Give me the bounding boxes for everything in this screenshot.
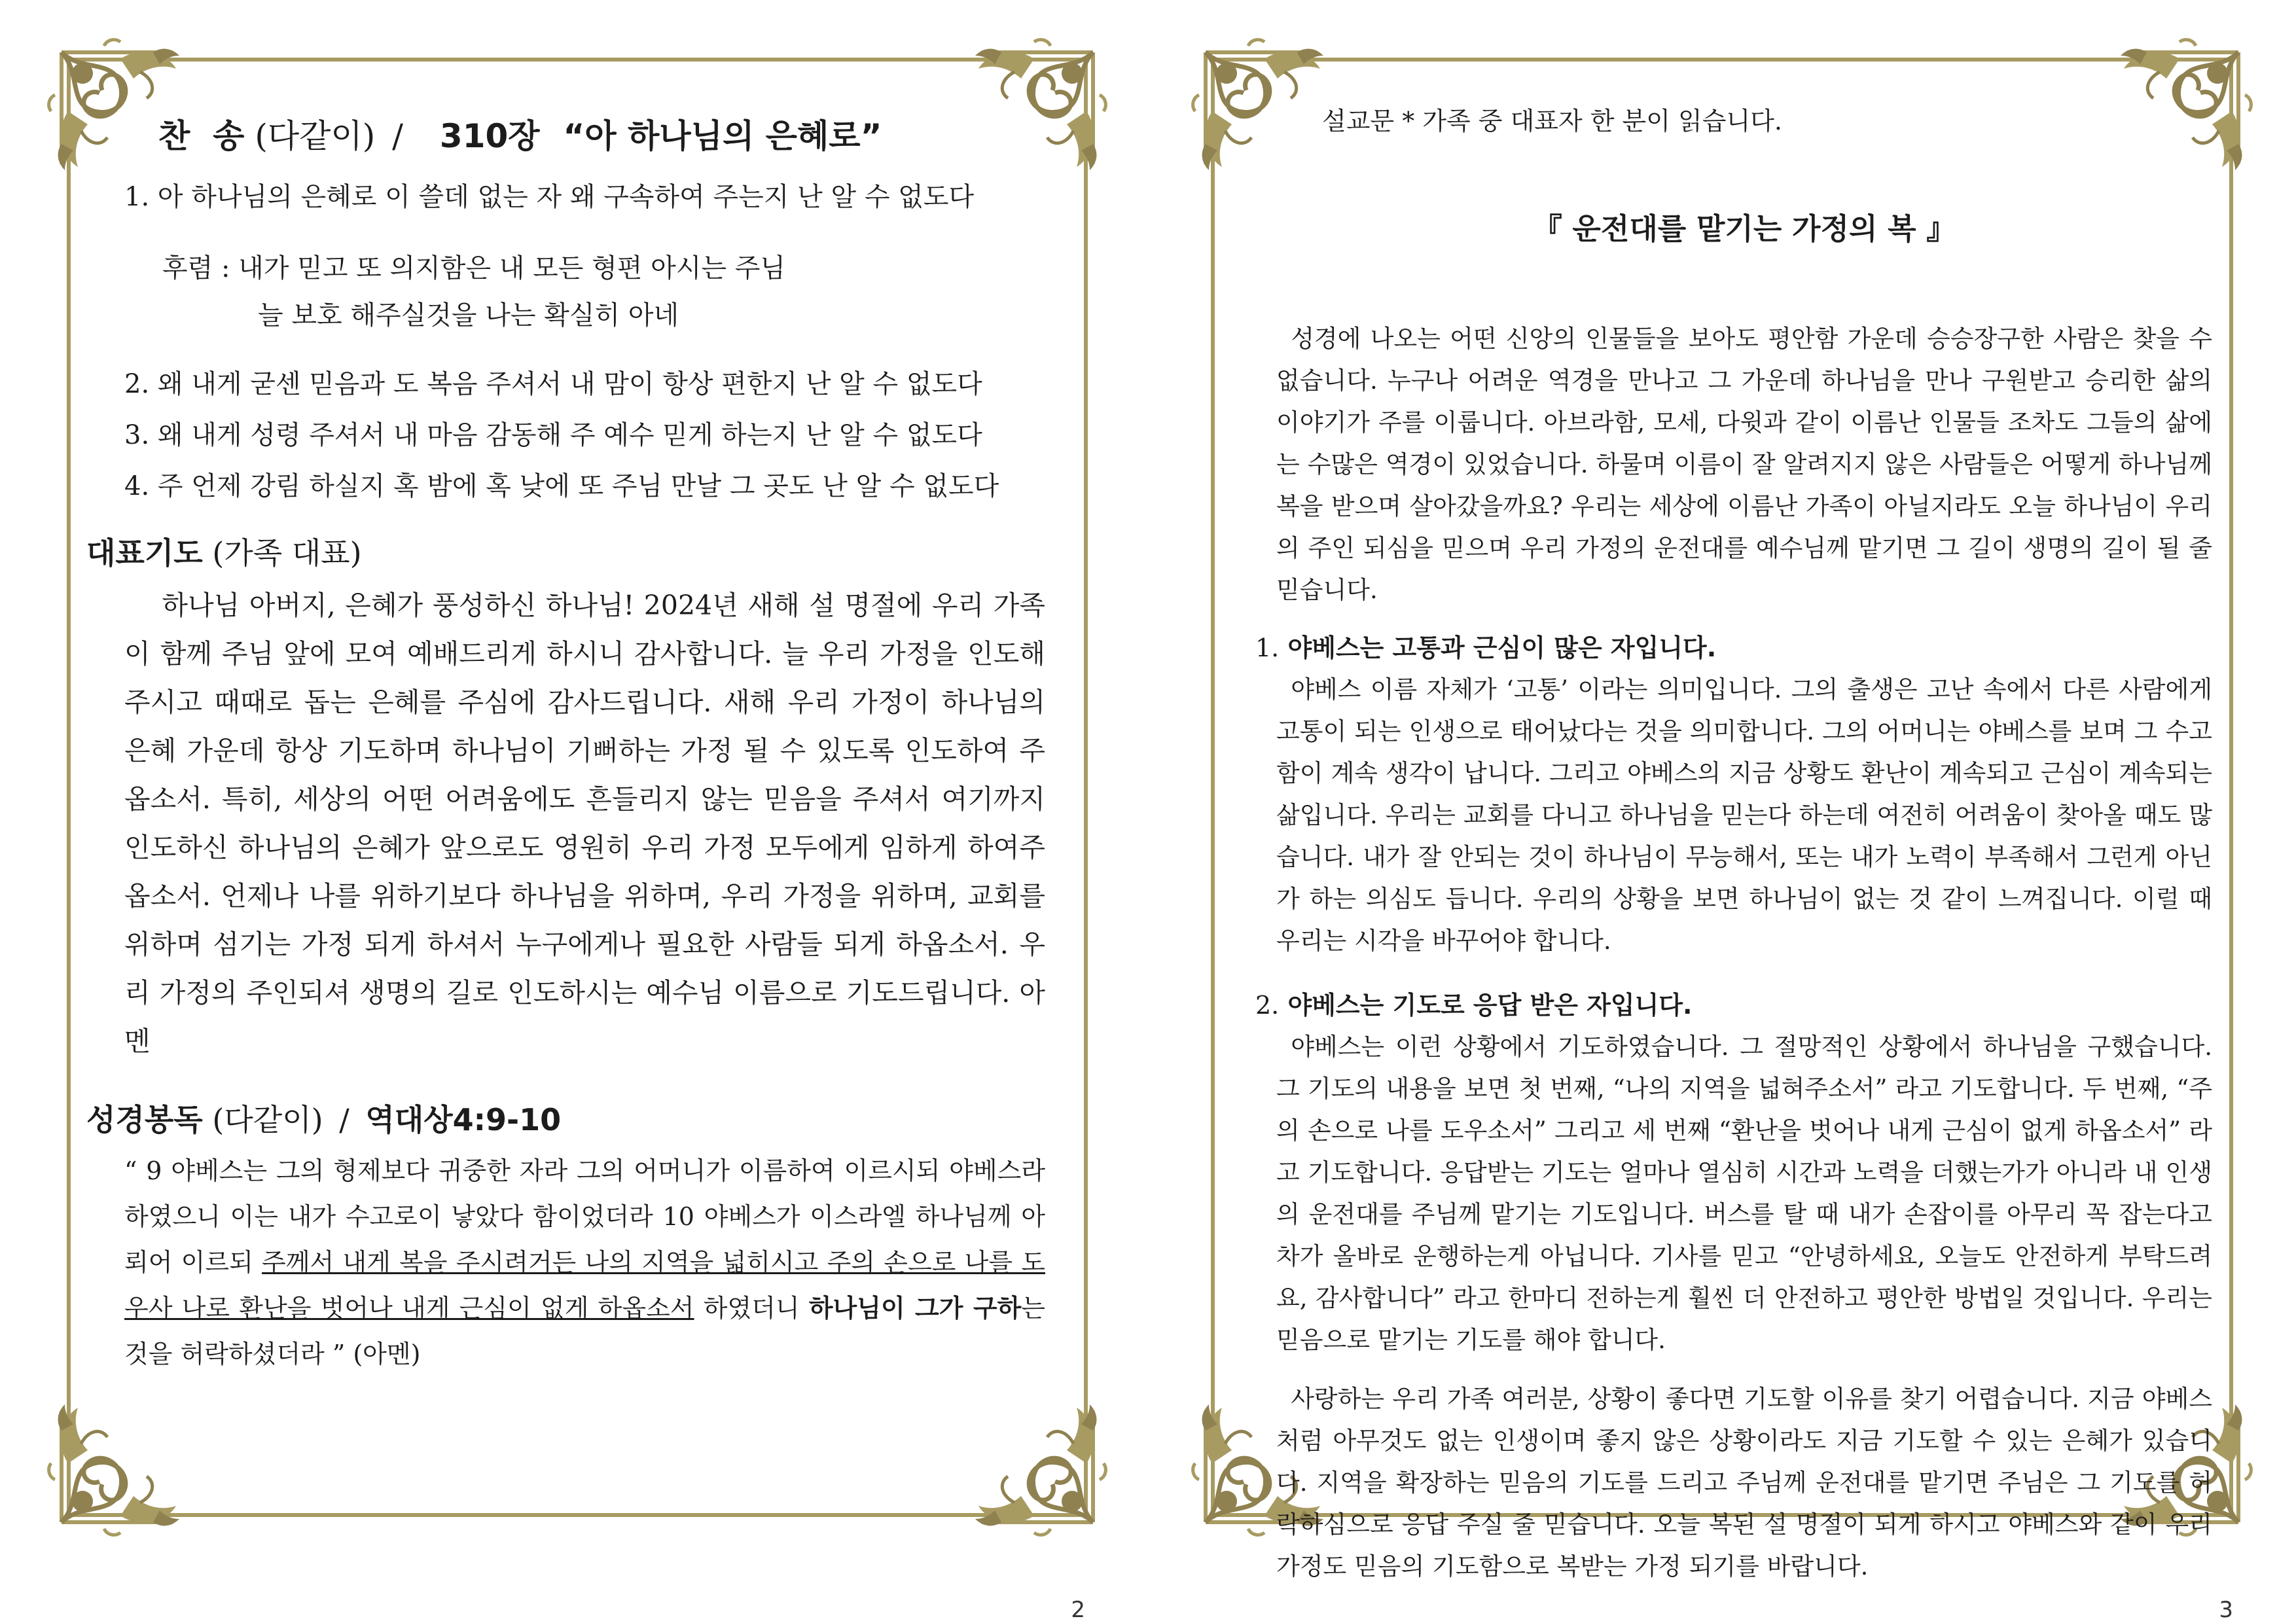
sermon-intro: 성경에 나오는 어떤 신앙의 인물들을 보아도 평안함 가운데 승승장구한 사람은 찾을 수 없습니다. 누구나 어려운 역경을 만나고 그 가운데 하나님을 만나 구원받고 승리한 삶의 이야기가 주를 이룹니다. 아브라함, 모세, 다윗과 같이 이름난 인물들 조차도 그들의 삶에는 수많은 역경이 있었습니다. 하물며 이름이 잘 알려지지 않은 사람들은 어떻게 하나님께 복을 받으며 살아갔을까요? 우리는 세상에 이름난 가족이 아닐지라도 오늘 하나님이 우리의 주인 되심을 믿으며 우리 가정의 운전대를 예수님께 맡기면 그 길이 생명의 길이 될 줄 믿습니다. xyxy=(1276,325,2212,604)
point-1-title: 야베스는 고통과 근심이 많은 자입니다. xyxy=(1287,633,1717,662)
scripture-part-1: “ 9 야베스는 그의 형제보다 귀중한 자라 그의 어머니가 이름하여 이르시되 야베스라 하였으니 이는 내가 수고로이 낳았다 함이었더라 10 야베스가 이스라엘 하나님께 아뢰어 이르되 xyxy=(124,1156,1045,1277)
sermon-title: 『 운전대를 맡기는 가정의 복 』 xyxy=(1532,211,1956,246)
hymn-chorus xyxy=(162,245,1045,339)
prayer-who: (가족 대표) xyxy=(212,535,362,571)
scripture-bold: 하나님이 그가 구하 xyxy=(808,1294,1022,1323)
ornamental-corner-icon xyxy=(42,1398,186,1542)
point-2-heading xyxy=(1255,984,2212,1026)
scripture-text xyxy=(124,1148,1045,1377)
page-number: 2 xyxy=(1071,1597,1085,1623)
point-1-body: 야베스 이름 자체가 ‘고통’ 이라는 의미입니다. 그의 출생은 고난 속에서 다른 사람에게 고통이 되는 인생으로 태어났다는 것을 의미합니다. 그의 어머니는 야베스를 보며 그 수고함이 계속 생각이 납니다. 그리고 야베스의 지금 상황도 환난이 계속되고 근심이 계속되는 삶입니다. 우리는 교회를 다니고 하나님을 믿는다 하는데 여전히 어려움이 찾아올 때도 많습니다. 내가 잘 안되는 것이 하나님이 무능해서, 또는 내가 노력이 부족해서 그런게 아닌가 하는 의심도 듭니다. 우리의 상황을 보면 하나님이 없는 것 같이 느껴집니다. 이럴 때 우리는 시각을 바꾸어야 합니다. xyxy=(1276,675,2212,955)
point-2-body: 야베스는 이런 상황에서 기도하였습니다. 그 절망적인 상황에서 하나님을 구했습니다. 그 기도의 내용을 보면 첫 번째, “나의 지역을 넓혀주소서” 라고 기도합니다. 두 번째, “주의 손으로 나를 도우소서” 그리고 세 번째 “환난을 벗어나 내게 근심이 없게 하옵소서” 라고 기도합니다. 응답받는 기도는 얼마나 열심히 시간과 노력을 더했는가가 아니라 내 인생의 운전대를 주님께 맡기는 기도입니다. 버스를 탈 때 내가 손잡이를 아무리 꼭 잡는다고 차가 올바로 운행하는게 아닙니다. 기사를 믿고 “안녕하세요, 오늘도 안전하게 부탁드려요, 감사합니다” 라고 한마디 전하는게 훨씬 더 안전하고 평안한 방법일 것입니다. 우리는 믿음으로 맡기는 기도를 해야 합니다. xyxy=(1276,1033,2212,1354)
page-number: 3 xyxy=(2219,1597,2233,1623)
scripture-title: 성경봉독 xyxy=(86,1102,203,1137)
scripture-reference: 역대상4:9-10 xyxy=(365,1102,562,1137)
point-1-heading xyxy=(1255,627,2212,669)
left-page-content xyxy=(86,110,1045,1377)
scripture-slash: / xyxy=(339,1102,350,1137)
prayer-title: 대표기도 xyxy=(86,535,203,571)
hymn-label: 찬 송 xyxy=(158,117,245,155)
hymn-verse-1: 1. 아 하나님의 은혜로 이 쓸데 없는 자 왜 구속하여 주는지 난 알 수 없도다 xyxy=(124,182,975,212)
point-2-number: 2. xyxy=(1255,991,1280,1020)
sermon-note: 설교문 * 가족 중 대표자 한 분이 읽습니다. xyxy=(1322,107,1782,135)
sermon-closing: 사랑하는 우리 가족 여러분, 상황이 좋다면 기도할 이유를 찾기 어렵습니다. 지금 야베스처럼 아무것도 없는 인생이며 좋지 않은 상황이라도 지금 기도할 수 있는 은혜가 있습니다. 지역을 확장하는 믿음의 기도를 드리고 주님께 운전대를 맡기면 주님은 그 기도를 허락하심으로 응답 주실 줄 믿습니다. 오늘 복된 설 명절이 되게 하시고 야베스와 같이 우리 가정도 믿음의 기도함으로 복받는 가정 되기를 바랍니다. xyxy=(1276,1385,2212,1580)
right-page-content xyxy=(1255,98,2212,1588)
point-2-title: 야베스는 기도로 응답 받은 자입니다. xyxy=(1287,991,1693,1020)
prayer-body: 하나님 아버지, 은혜가 풍성하신 하나님! 2024년 새해 설 명절에 우리 가족이 함께 주님 앞에 모여 예배드리게 하시니 감사합니다. 늘 우리 가정을 인도해주시고 때때로 돕는 은혜를 주심에 감사드립니다. 새해 우리 가정이 하나님의 은혜 가운데 항상 기도하며 하나님이 기뻐하는 가정 될 수 있도록 인도하여 주옵소서. 특히, 세상의 어떤 어려움에도 흔들리지 않는 믿음을 주셔서 여기까지 인도하신 하나님의 은혜가 앞으로도 영원히 우리 가정 모두에게 임하게 하여주옵소서. 언제나 나를 위하기보다 하나님을 위하며, 우리 가정을 위하며, 교회를 위하며 섬기는 가정 되게 하셔서 누구에게나 필요한 사람들 되게 하옵소서. 우리 가정의 주인되셔 생명의 길로 인도하시는 예수님 이름으로 기도드립니다. 아멘 xyxy=(124,590,1045,1057)
scripture-heading xyxy=(86,1096,1045,1144)
hymn-heading xyxy=(158,110,1045,162)
scripture-part-2: 하였더니 xyxy=(694,1294,809,1323)
chorus-line-1: 후렴 : 내가 믿고 또 의지함은 내 모든 형편 아시는 주님 xyxy=(162,253,786,283)
paragraph-gap xyxy=(1276,1361,2212,1378)
hymn-title: “아 하나님의 은혜로” xyxy=(563,117,882,155)
scripture-part-3: 는 것을 허락하셨더라 ” (아멘) xyxy=(124,1294,1045,1368)
point-1-number: 1. xyxy=(1255,633,1280,662)
scripture-underlined: 주께서 내게 복을 주시려거든 나의 지역을 넓히시고 주의 손으로 나를 도우사 나로 환난을 벗어나 내게 근심이 없게 하옵소서 xyxy=(124,1248,1045,1323)
hymn-verse-2: 2. 왜 내게 굳센 믿음과 도 복음 주셔서 내 맘이 항상 편한지 난 알 수 없도다 xyxy=(124,369,982,399)
hymn-number: 310장 xyxy=(439,117,540,155)
hymn-who: (다같이) xyxy=(255,117,376,155)
chorus-line-2: 늘 보호 해주실것을 나는 확실히 아네 xyxy=(258,300,679,330)
scripture-who: (다같이) xyxy=(212,1102,323,1137)
hymn-verse-3: 3. 왜 내게 성령 주셔서 내 마음 감동해 주 예수 믿게 하는지 난 알 수 없도다 xyxy=(124,420,982,450)
ornamental-corner-icon xyxy=(969,1398,1113,1542)
hymn-slash: / xyxy=(392,117,404,155)
hymn-verse-4: 4. 주 언제 강림 하실지 혹 밤에 혹 낮에 또 주님 만날 그 곳도 난 알 수 없도다 xyxy=(124,471,999,501)
prayer-heading xyxy=(86,529,1045,577)
